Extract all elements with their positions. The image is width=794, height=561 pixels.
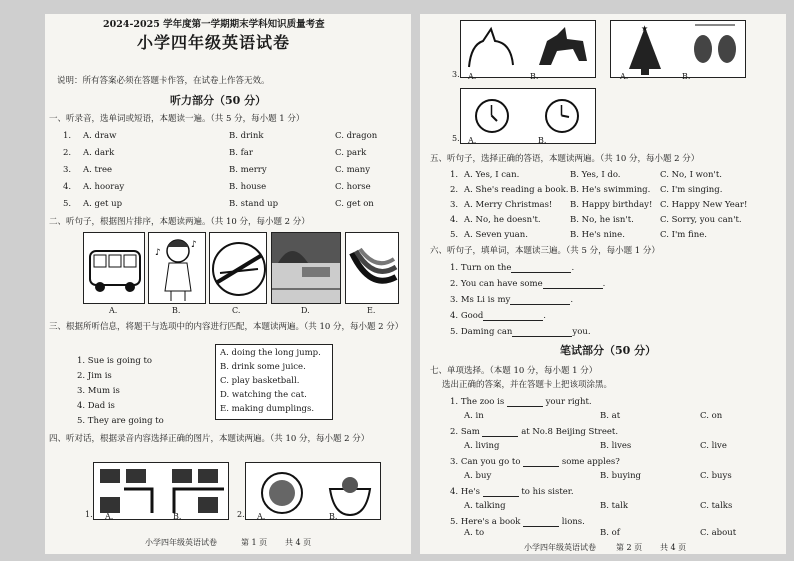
- question-number: 4.: [450, 215, 459, 225]
- option-b: B. stand up: [229, 199, 279, 209]
- match-option: A. doing the long jump.: [220, 348, 321, 358]
- footer-name: 小学四年级英语试卷: [145, 538, 217, 547]
- option-a: A. Yes, I can.: [464, 170, 520, 180]
- footer-name: 小学四年级英语试卷: [524, 543, 596, 552]
- question-number: 2.: [450, 427, 459, 437]
- option-c: C. I'm fine.: [660, 230, 707, 240]
- fill-item: [450, 294, 573, 305]
- option-b: B. drink: [229, 131, 264, 141]
- fill-prefix: Good: [460, 311, 484, 321]
- part4-heading: 四、听对话，根据录音内容选择正确的图片，本题读两遍。（共 10 分，每小题 2 分）: [49, 434, 370, 444]
- question-number: 3.: [450, 200, 459, 210]
- page-title: 小学四年级英语试卷: [137, 33, 291, 52]
- option-a: A. tree: [83, 165, 113, 175]
- option-a: A. Seven yuan.: [464, 230, 528, 240]
- image-label-b: B.: [538, 136, 547, 145]
- option-c: C. about: [700, 528, 737, 538]
- option-b: B. He's swimming.: [570, 185, 651, 195]
- fill-item: [450, 310, 546, 321]
- mc-question: [450, 426, 618, 437]
- park-scene-image: [271, 232, 341, 304]
- option-b: B. merry: [229, 165, 267, 175]
- option-c: C. horse: [335, 182, 371, 192]
- question-number: 5.: [63, 199, 72, 209]
- option-c: C. No, I won't.: [660, 170, 722, 180]
- fill-suffix: .: [571, 263, 575, 273]
- option-b: B. No, he isn't.: [570, 215, 634, 225]
- option-b: B. Yes, I do.: [570, 170, 621, 180]
- question-number: 5.: [450, 517, 459, 527]
- part6-heading: 六、听句子，填单词，本题读三遍。（共 5 分，每小题 1 分）: [430, 246, 660, 256]
- match-stem: 3. Mum is: [77, 386, 120, 396]
- question-number: 3.: [450, 295, 459, 305]
- mc-question: [450, 486, 574, 497]
- question-prefix: He's: [460, 487, 480, 497]
- exam-page-1: [45, 14, 411, 554]
- answer-blank: [507, 396, 543, 407]
- question-number: 3.: [63, 165, 72, 175]
- question-suffix: some apples?: [561, 457, 620, 467]
- image-label-a: A.: [257, 512, 266, 521]
- option-c: C. Happy New Year!: [660, 200, 748, 210]
- footer-page: 第 2 页: [616, 543, 643, 552]
- fill-prefix: You can have some: [460, 279, 543, 289]
- footer-total: 共 4 页: [660, 543, 687, 552]
- question-number: 1.: [450, 263, 459, 273]
- question-prefix: Sam: [460, 427, 480, 437]
- option-a: A. to: [464, 528, 485, 538]
- part2-heading: 二、听句子，根据图片排序，本题读两遍。（共 10 分，每小题 2 分）: [49, 217, 310, 227]
- match-option: C. play basketball.: [220, 376, 300, 386]
- girl-singing-image: [148, 232, 206, 304]
- fill-suffix: .: [570, 295, 574, 305]
- option-a: A. in: [464, 411, 484, 421]
- option-c: C. Sorry, you can't.: [660, 215, 742, 225]
- fill-item: [450, 326, 591, 337]
- image-label-b: B.: [530, 72, 539, 81]
- option-c: C. I'm singing.: [660, 185, 723, 195]
- image-label-a: A.: [620, 72, 629, 81]
- answer-blank: [512, 326, 572, 337]
- map-pair-image: [93, 462, 229, 520]
- option-a: A. Merry Christmas!: [464, 200, 553, 210]
- option-a: A. buy: [464, 471, 492, 481]
- option-a: A. dark: [83, 148, 115, 158]
- question-number: 1.: [63, 131, 72, 141]
- option-b: B. talk: [600, 501, 629, 511]
- option-a: A. living: [464, 441, 500, 451]
- option-b: B. buying: [600, 471, 642, 481]
- image-label-e: E.: [367, 306, 376, 315]
- svg-text:♪: ♪: [155, 248, 161, 258]
- image-label-a: A.: [468, 72, 477, 81]
- question-suffix: lions.: [561, 517, 585, 527]
- match-stem: 5. They are going to: [77, 416, 164, 426]
- question-suffix: your right.: [545, 397, 592, 407]
- option-c: C. get on: [335, 199, 374, 209]
- food-pair-image: [245, 462, 381, 520]
- answer-blank: [483, 486, 519, 497]
- option-c: C. dragon: [335, 131, 378, 141]
- match-option: D. watching the cat.: [220, 390, 307, 400]
- written-heading: 笔试部分（50 分）: [560, 344, 657, 357]
- question-number: 2.: [237, 510, 245, 519]
- question-number: 2.: [450, 185, 459, 195]
- bus-image: [83, 232, 145, 304]
- question-number: 2.: [450, 279, 459, 289]
- image-label-b: B.: [682, 72, 691, 81]
- image-label-b: B.: [172, 306, 181, 315]
- question-prefix: Can you go to: [460, 457, 521, 467]
- image-label-d: D.: [301, 306, 310, 315]
- clocks-pair-image: [460, 88, 596, 144]
- fill-prefix: Daming can: [460, 327, 513, 337]
- match-option: B. drink some juice.: [220, 362, 306, 372]
- match-option: E. making dumplings.: [220, 404, 315, 414]
- question-number: 4.: [63, 182, 72, 192]
- mc-question: [450, 516, 585, 527]
- fill-suffix: .: [602, 279, 606, 289]
- match-stem: 2. Jim is: [77, 371, 112, 381]
- long-jump-image: [209, 232, 267, 304]
- instruction-text: 说明：所有答案必须在答题卡作答，在试卷上作答无效。: [57, 76, 270, 86]
- mc-question: [450, 456, 620, 467]
- question-number: 1.: [450, 397, 459, 407]
- question-suffix: at No.8 Beijing Street.: [521, 427, 619, 437]
- option-c: C. many: [335, 165, 371, 175]
- fill-prefix: Ms Li is my: [460, 295, 511, 305]
- christmas-lantern-pair-image: [610, 20, 746, 78]
- part5-heading: 五、听句子，选择正确的答语，本题读两遍。（共 10 分，每小题 2 分）: [430, 154, 700, 164]
- option-b: B. house: [229, 182, 267, 192]
- listening-heading: 听力部分（50 分）: [170, 94, 267, 107]
- mc-question: [450, 396, 592, 407]
- image-label-a: A.: [109, 306, 118, 315]
- horse-pair-image: [460, 20, 596, 78]
- image-label-a: A.: [105, 512, 114, 521]
- image-label-c: C.: [232, 306, 241, 315]
- option-a: A. She's reading a book.: [464, 185, 569, 195]
- match-stem: 4. Dad is: [77, 401, 115, 411]
- question-number: 4.: [450, 311, 459, 321]
- clock-icon: [545, 99, 579, 133]
- option-b: B. Happy birthday!: [570, 200, 653, 210]
- part3-heading: 三、根据所听信息，将题干与选项中的内容进行匹配，本题读两遍。（共 10 分，每小题 2 分）: [49, 322, 404, 332]
- question-prefix: Here's a book: [460, 517, 521, 527]
- question-number: 1.: [450, 170, 459, 180]
- answer-blank: [543, 278, 603, 289]
- answer-blank: [482, 426, 518, 437]
- question-number: 5.: [450, 230, 459, 240]
- question-number: 4.: [450, 487, 459, 497]
- option-c: C. live: [700, 441, 727, 451]
- option-c: C. park: [335, 148, 367, 158]
- footer-page: 第 1 页: [241, 538, 268, 547]
- option-c: C. talks: [700, 501, 733, 511]
- bananas-image: [345, 232, 399, 304]
- svg-text:★: ★: [641, 24, 649, 33]
- option-c: C. buys: [700, 471, 732, 481]
- part7-heading: 七、单项选择。（本题 10 分，每小题 1 分）: [430, 366, 598, 376]
- fill-item: [450, 278, 605, 289]
- image-label-a: A.: [468, 136, 477, 145]
- fill-suffix: .: [543, 311, 546, 321]
- part7-subheading: 选出正确的答案，并在答题卡上把该项涂黑。: [442, 380, 613, 390]
- svg-text:♪: ♪: [191, 240, 197, 250]
- option-c: C. on: [700, 411, 723, 421]
- answer-blank: [511, 262, 571, 273]
- question-number: 3.: [452, 70, 460, 79]
- option-a: A. get up: [83, 199, 123, 209]
- question-number: 5.: [452, 134, 460, 143]
- question-number: 3.: [450, 457, 459, 467]
- footer-total: 共 4 页: [285, 538, 312, 547]
- option-a: A. No, he doesn't.: [464, 215, 541, 225]
- fill-prefix: Turn on the: [460, 263, 512, 273]
- exam-header: 2024-2025 学年度第一学期期末学科知识质量考查: [103, 19, 325, 30]
- question-number: 5.: [450, 327, 459, 337]
- option-b: B. at: [600, 411, 621, 421]
- question-number: 2.: [63, 148, 72, 158]
- option-b: B. lives: [600, 441, 632, 451]
- image-label-b: B.: [173, 512, 182, 521]
- question-suffix: to his sister.: [521, 487, 574, 497]
- option-a: A. talking: [464, 501, 506, 511]
- clock-icon: [475, 99, 509, 133]
- exam-page-2: [420, 14, 786, 554]
- fill-suffix: you.: [572, 327, 591, 337]
- fill-item: [450, 262, 574, 273]
- option-b: B. far: [229, 148, 253, 158]
- question-number: 1.: [85, 510, 93, 519]
- match-options-box: [215, 344, 333, 420]
- answer-blank: [523, 516, 559, 527]
- match-stem: 1. Sue is going to: [77, 356, 153, 366]
- option-a: A. hooray: [83, 182, 125, 192]
- image-label-b: B.: [329, 512, 338, 521]
- option-a: A. draw: [83, 131, 117, 141]
- answer-blank: [510, 294, 570, 305]
- question-prefix: The zoo is: [460, 397, 505, 407]
- answer-blank: [483, 310, 543, 321]
- option-b: B. He's nine.: [570, 230, 625, 240]
- answer-blank: [523, 456, 559, 467]
- part1-heading: 一、听录音，选单词或短语，本题读一遍。（共 5 分，每小题 1 分）: [49, 114, 305, 124]
- option-b: B. of: [600, 528, 620, 538]
